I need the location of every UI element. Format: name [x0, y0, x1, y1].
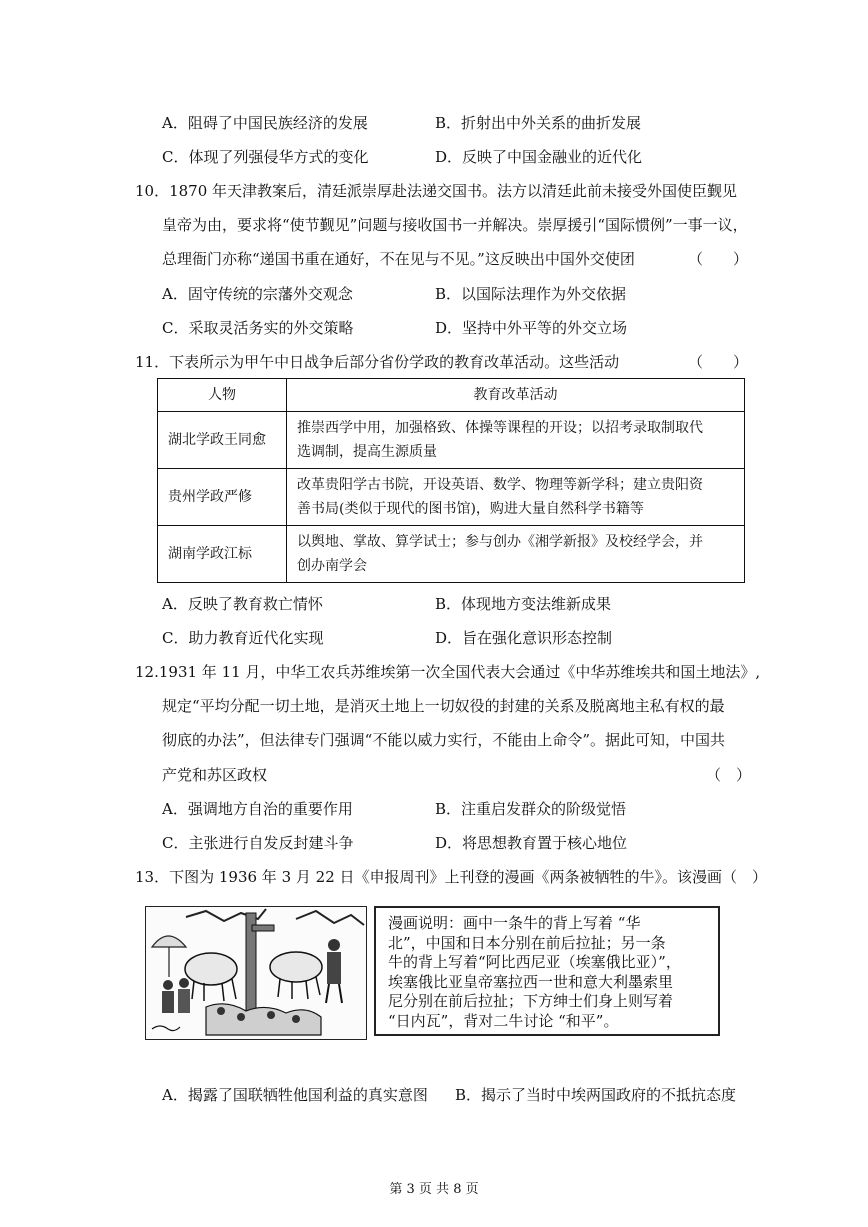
q12-stem-line4: 产党和苏区政权 [162, 766, 268, 784]
activity-line: 善书局(类似于现代的图书馆)，购进大量自然科学书籍等 [297, 501, 644, 517]
person-cell: 湖南学政江标 [158, 526, 287, 583]
q12-option-c: C．主张进行自发反封建斗争 [162, 834, 354, 852]
q13-option-b: B．揭示了当时中埃两国政府的不抵抗态度 [455, 1086, 737, 1104]
activity-line: 推崇西学中用，加强格致、体操等课程的开设；以招考录取制取代 [297, 420, 703, 436]
q13-stem: 13．下图为 1936 年 3 月 22 日《申报周刊》上刊登的漫画《两条被牺牲的牛》。该漫画（ ） [135, 868, 768, 886]
q9-option-b: B．折射出中外关系的曲折发展 [435, 114, 642, 132]
q9-option-c: C．体现了列强侵华方式的变化 [162, 148, 369, 166]
q11-option-b: B．体现地方变法维新成果 [435, 595, 612, 613]
q10-stem-line1: 10．1870 年天津教案后，清廷派崇厚赴法递交国书。法方以清廷此前未接受外国使臣觐见 [135, 182, 738, 200]
q10-stem-line2: 皇帝为由，要求将“使节觐见”问题与接收国书一并解决。崇厚援引“国际惯例”一事一议， [162, 216, 748, 234]
q12-option-b: B．注重启发群众的阶级觉悟 [435, 800, 627, 818]
header-activity: 教育改革活动 [287, 379, 745, 412]
q11-option-a: A．反映了教育救亡情怀 [162, 595, 323, 613]
table-row [158, 412, 745, 469]
q12-answer-paren: （ ） [706, 766, 752, 784]
q11-answer-paren: （ ） [688, 353, 749, 371]
caption-line: 尼分别在前后拉扯；下方绅士们身上则写着 [388, 992, 674, 1010]
page-footer: 第 3 页 共 8 页 [389, 1182, 479, 1197]
q11-option-c: C．助力教育近代化实现 [162, 629, 324, 647]
activity-cell [287, 469, 745, 526]
caption-line: 漫画说明：画中一条牛的背上写着 “华 [388, 914, 641, 932]
caption-line: 北”，中国和日本分别在前后拉扯；另一条 [388, 933, 666, 952]
q10-option-c: C．采取灵活务实的外交策略 [162, 319, 354, 337]
q11-option-d: D．旨在强化意识形态控制 [435, 629, 613, 647]
table-row [158, 526, 745, 583]
person-cell: 湖北学政王同愈 [158, 412, 287, 469]
q12-option-a: A．强调地方自治的重要作用 [162, 800, 353, 818]
q9-option-a: A．阻碍了中国民族经济的发展 [162, 114, 368, 132]
q12-stem-line2: 规定“平均分配一切土地，是消灭土地上一切奴役的封建的关系及脱离地主私有权的最 [162, 697, 725, 715]
header-person: 人物 [158, 379, 287, 412]
activity-line: 以舆地、掌故、算学试士；参与创办《湘学新报》及校经学会，并 [297, 534, 703, 550]
q10-option-a: A．固守传统的宗藩外交观念 [162, 285, 353, 303]
person-cell: 贵州学政严修 [158, 469, 287, 526]
q11-stem: 11．下表所示为甲午中日战争后部分省份学政的教育改革活动。这些活动 [135, 353, 620, 371]
q10-option-d: D．坚持中外平等的外交立场 [435, 319, 628, 337]
caption-line: 埃塞俄比亚皇帝塞拉西一世和意大利墨索里 [388, 972, 674, 991]
cartoon-caption-box [374, 906, 720, 1036]
q10-stem-line3: 总理衙门亦称“递国书重在通好，不在见与不见。”这反映出中国外交使团 [162, 250, 635, 268]
q12-stem-line1: 12.1931 年 11 月，中华工农兵苏维埃第一次全国代表大会通过《中华苏维埃共和国土地法》, [135, 663, 761, 681]
activity-cell [287, 412, 745, 469]
caption-line: 牛的背上写着“阿比西尼亚（埃塞俄比亚）”， [388, 953, 681, 971]
activity-line: 改革贵阳学古书院，开设英语、数学、物理等新学科；建立贵阳资 [297, 477, 703, 493]
q12-option-d: D．将思想教育置于核心地位 [435, 834, 628, 852]
table-header-row [158, 379, 745, 412]
activity-line: 选调制，提高生源质量 [297, 444, 437, 460]
activity-cell [287, 526, 745, 583]
education-reform-table [157, 378, 745, 583]
cartoon-image [145, 906, 367, 1040]
q12-stem-line3: 彻底的办法”，但法律专门强调“不能以威力实行，不能由上命令”。据此可知，中国共 [162, 731, 726, 749]
q10-answer-paren: （ ） [688, 250, 749, 268]
q13-option-a: A．揭露了国联牺牲他国利益的真实意图 [162, 1086, 428, 1104]
cartoon-drawing [146, 907, 366, 1039]
q9-option-d: D．反映了中国金融业的近代化 [435, 148, 643, 166]
activity-line: 创办南学会 [297, 558, 367, 574]
caption-line-overflow: “日内瓦”，背对二牛讨论 “和平”。 [388, 1011, 619, 1030]
table-row [158, 469, 745, 526]
q10-option-b: B．以国际法理作为外交依据 [435, 285, 627, 303]
